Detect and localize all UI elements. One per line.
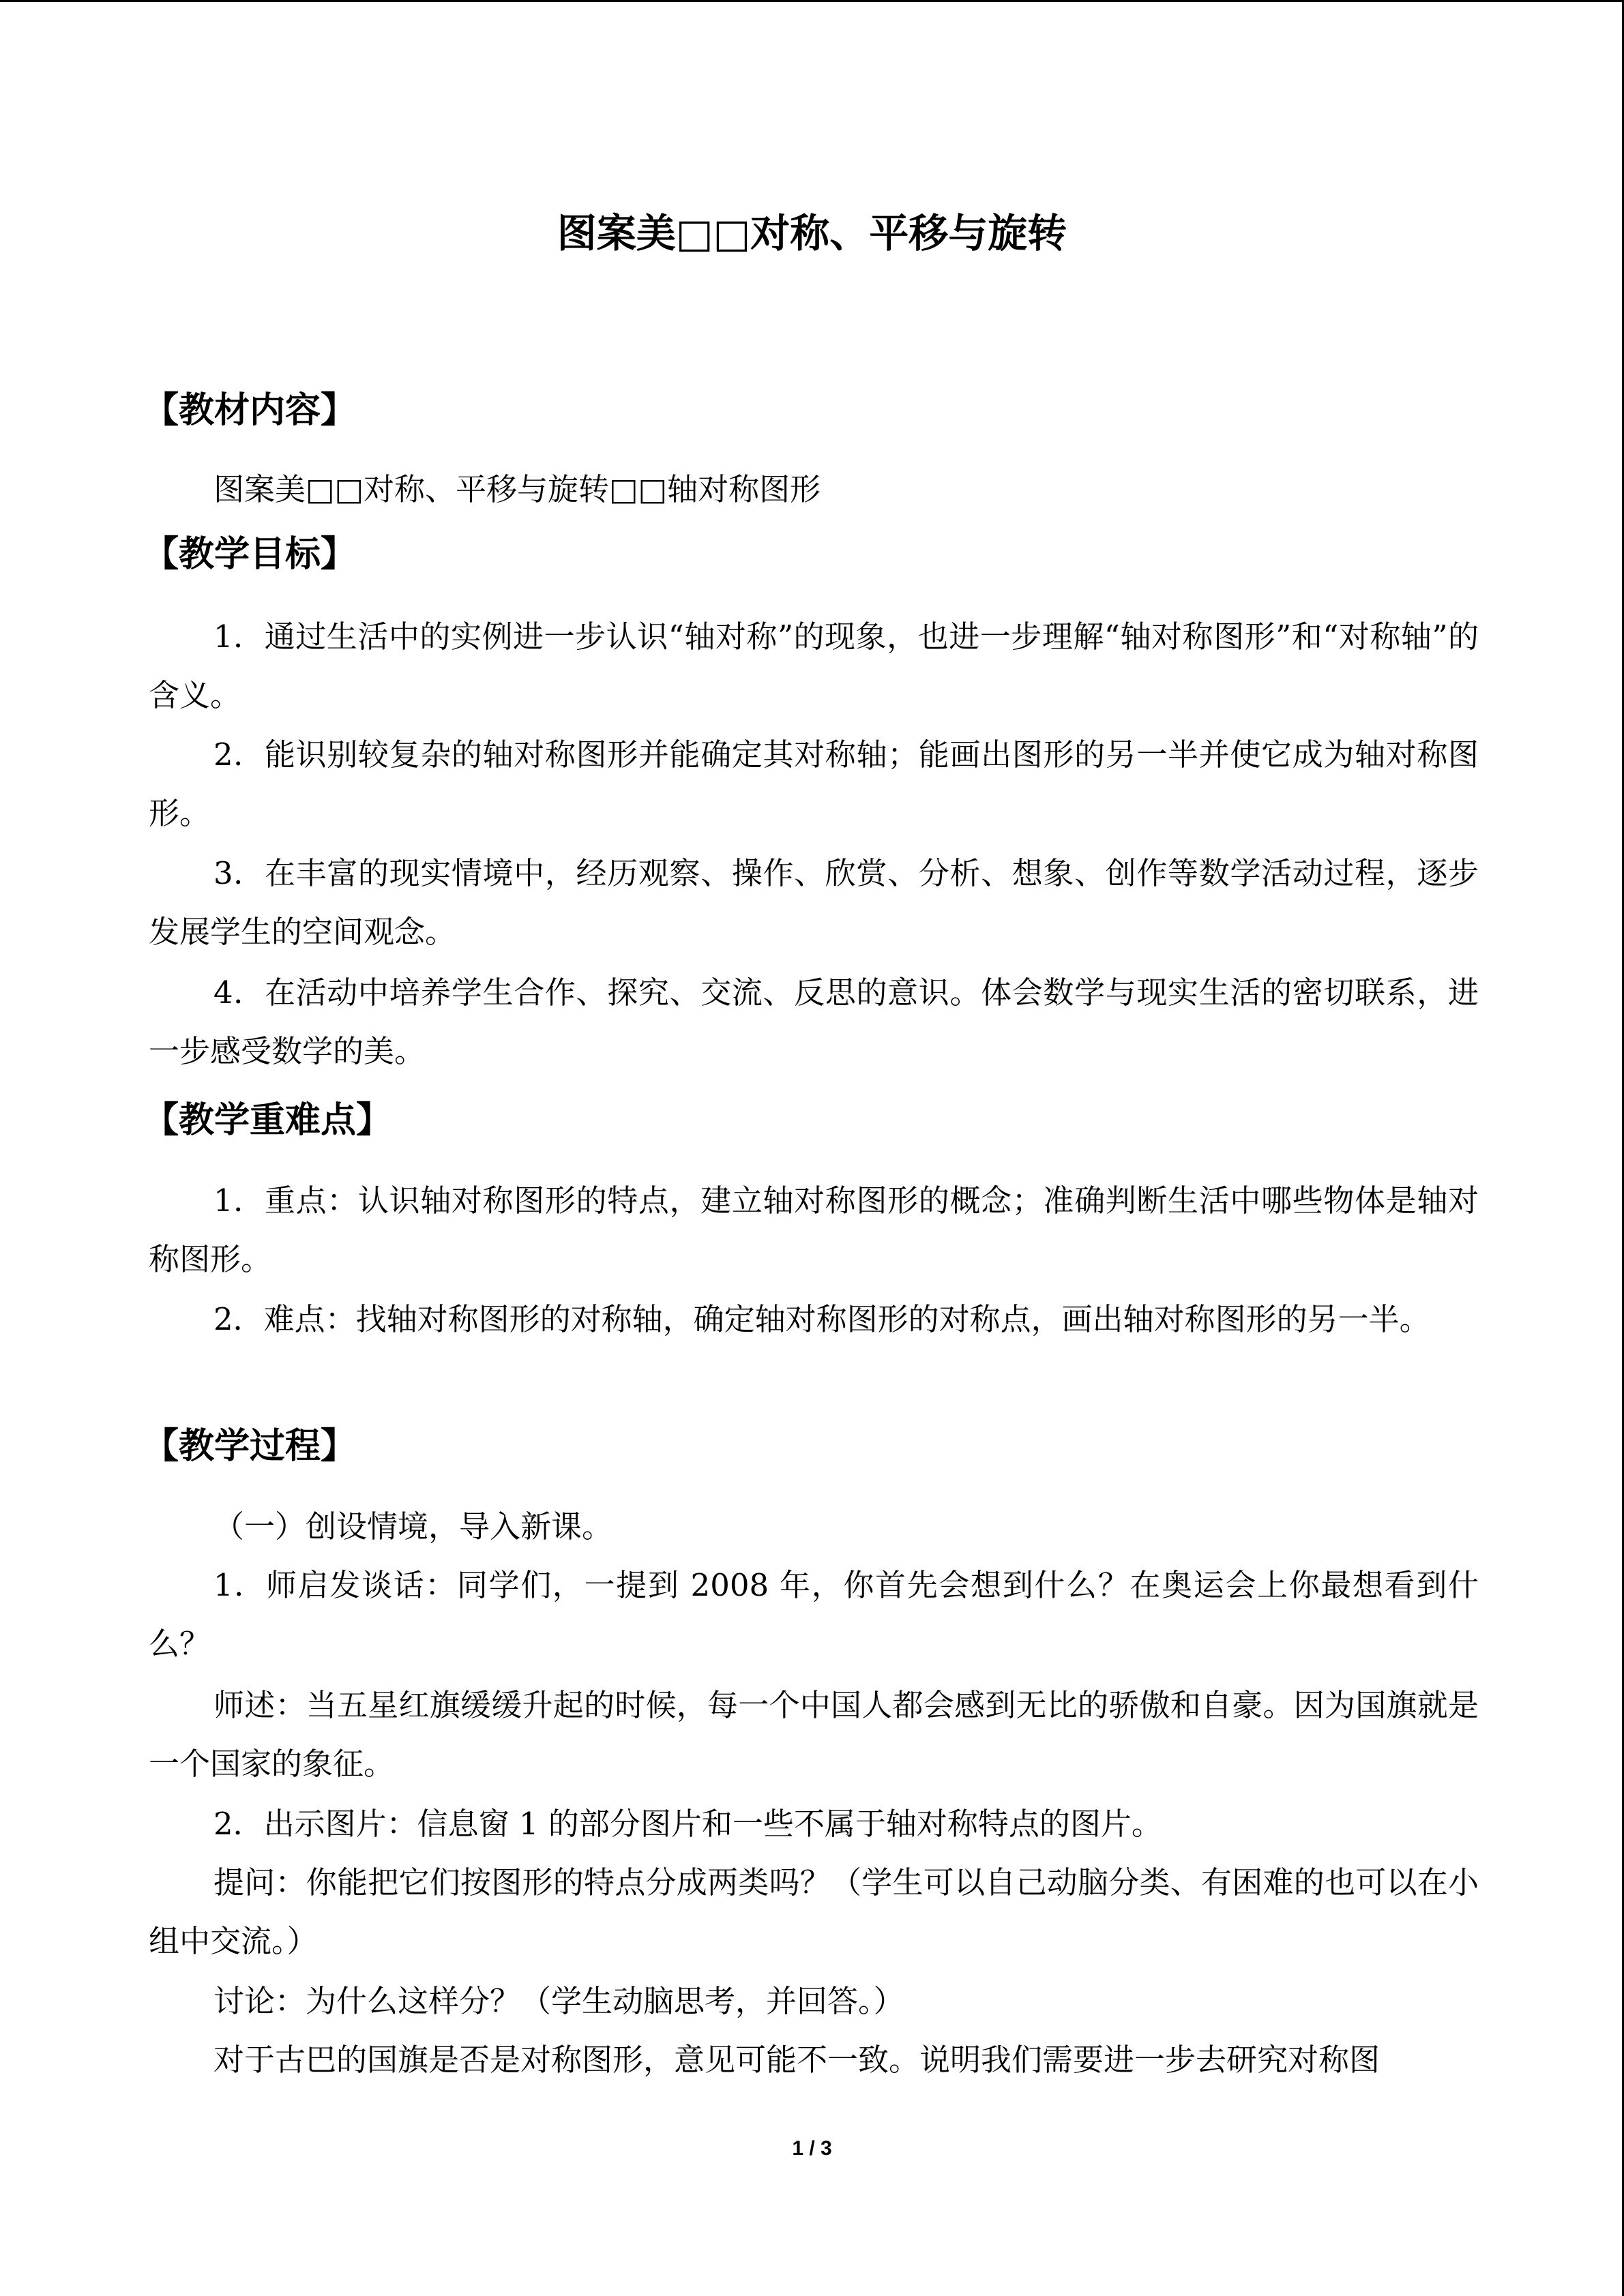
process-item: 对于古巴的国旗是否是对称图形，意见可能不一致。说明我们需要进一步去研究对称图 <box>213 2042 1381 2078</box>
page-number: 1 / 3 <box>792 2137 832 2160</box>
heading-key-points: 【教学重难点】 <box>143 1099 392 1141</box>
process-item: 2．出示图片：信息窗 1 的部分图片和一些不属于轴对称特点的图片。 <box>213 1806 1162 1842</box>
process-item: 1．师启发谈话：同学们，一提到 2008 年，你首先会想到什么？在奥运会上你最想看到什么？ <box>149 1567 1479 1662</box>
objective-item: 1．通过生活中的实例进一步认识“轴对称”的现象，也进一步理解“轴对称图形”和“对称轴”的含义。 <box>149 618 1479 713</box>
process-item: 讨论：为什么这样分？（学生动脑思考，并回答。） <box>213 1983 904 2019</box>
objective-item: 2．能识别较复杂的轴对称图形并能确定其对称轴；能画出图形的另一半并使它成为轴对称图形。 <box>149 736 1479 831</box>
material-text: 图案美□□对称、平移与旋转□□轴对称图形 <box>213 471 821 507</box>
key-point-item: 1．重点：认识轴对称图形的特点，建立轴对称图形的概念；准确判断生活中哪些物体是轴对称图形。 <box>149 1182 1479 1277</box>
key-point-item: 2．难点：找轴对称图形的对称轴，确定轴对称图形的对称点，画出轴对称图形的另一半。 <box>213 1301 1430 1337</box>
heading-process: 【教学过程】 <box>143 1425 357 1467</box>
heading-material: 【教材内容】 <box>143 389 357 431</box>
process-item: （一）创设情境，导入新课。 <box>213 1508 613 1545</box>
objective-item: 4．在活动中培养学生合作、探究、交流、反思的意识。体会数学与现实生活的密切联系，进一步感受数学的美。 <box>149 974 1479 1069</box>
process-item: 提问：你能把它们按图形的特点分成两类吗？（学生可以自己动脑分类、有困难的也可以在小组中交流。） <box>149 1864 1479 1959</box>
heading-objectives: 【教学目标】 <box>143 533 357 575</box>
process-item: 师述：当五星红旗缓缓升起的时候，每一个中国人都会感到无比的骄傲和自豪。因为国旗就是一个国家的象征。 <box>149 1687 1479 1782</box>
document-title: 图案美□□对称、平移与旋转 <box>557 210 1067 256</box>
objective-item: 3．在丰富的现实情境中，经历观察、操作、欣赏、分析、想象、创作等数学活动过程，逐步发展学生的空间观念。 <box>149 855 1479 950</box>
